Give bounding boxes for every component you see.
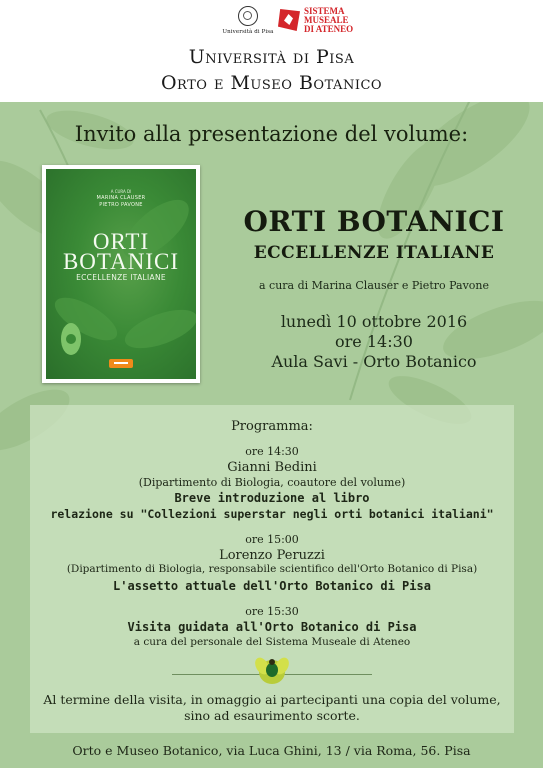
program-item-1-talk-1: Breve introduzione al libro — [174, 491, 370, 505]
sistema-line-3: DI ATENEO — [304, 24, 354, 34]
event-time: ore 14:30 — [335, 332, 413, 351]
sistema-museale-mark-icon — [278, 9, 300, 31]
book-a-cura-di: A CURA DI — [110, 189, 132, 194]
sistema-museale-logo — [278, 7, 368, 37]
program-box — [30, 405, 514, 733]
beetle-flower-icon — [252, 650, 292, 690]
program-item-2-talk-1: L'assetto attuale dell'Orto Botanico di Pisa — [113, 579, 431, 593]
sistema-line-2: MUSEALE — [304, 15, 349, 25]
university-title: Università di Pisa — [188, 46, 355, 68]
event-subtitle: ECCELLENZE ITALIANE — [253, 243, 495, 263]
university-logo-caption: Università di Pisa — [222, 29, 274, 35]
university-logo — [218, 6, 278, 40]
program-item-1-speaker: Gianni Bedini — [227, 460, 317, 475]
book-subtitle: ECCELLENZE ITALIANE — [76, 273, 166, 282]
university-seal-icon — [238, 6, 258, 26]
closing-line-1: Al termine della visita, in omaggio ai partecipanti una copia del volume, — [43, 692, 501, 707]
program-item-1-affiliation: (Dipartimento di Biologia, coautore del volume) — [138, 476, 406, 489]
program-label: Programma: — [231, 419, 313, 434]
sistema-line-1: SISTEMA — [304, 6, 345, 16]
event-date: lunedì 10 ottobre 2016 — [280, 312, 468, 331]
program-item-3-talk-1: Visita guidata all'Orto Botanico di Pisa — [127, 620, 417, 634]
invitation-heading: Invito alla presentazione del volume: — [74, 122, 469, 146]
program-item-3-time: ore 15:30 — [245, 605, 299, 618]
footer-address: Orto e Museo Botanico, via Luca Ghini, 13 / via Roma, 56. Pisa — [72, 743, 471, 758]
book-cover — [42, 165, 200, 383]
sistema-museale-text — [304, 7, 353, 34]
program-item-2-time: ore 15:00 — [245, 533, 299, 546]
program-item-2-speaker: Lorenzo Peruzzi — [219, 548, 325, 563]
book-title-1: ORTI — [92, 229, 150, 254]
program-item-1-time: ore 14:30 — [245, 445, 299, 458]
event-title: ORTI BOTANICI — [243, 205, 505, 238]
program-item-1-talk-2: relazione su "Collezioni superstar negli orti botanici italiani" — [50, 507, 494, 521]
event-place: Aula Savi - Orto Botanico — [271, 352, 477, 371]
orto-title: Orto e Museo Botanico — [160, 72, 383, 94]
book-title-2: BOTANICI — [62, 249, 180, 274]
publisher-logo-icon — [109, 359, 133, 368]
book-cover-art — [46, 169, 196, 379]
program-item-2-affiliation: (Dipartimento di Biologia, responsabile scientifico dell'Orto Botanico di Pisa) — [66, 563, 478, 575]
curators: a cura di Marina Clauser e Pietro Pavone — [258, 279, 490, 292]
program-item-3-note: a cura del personale del Sistema Museale di Ateneo — [133, 636, 411, 648]
closing-line-2: sino ad esaurimento scorte. — [184, 708, 360, 723]
book-author-1: MARINA CLAUSER — [96, 195, 146, 201]
book-author-2: PIETRO PAVONE — [99, 202, 143, 208]
